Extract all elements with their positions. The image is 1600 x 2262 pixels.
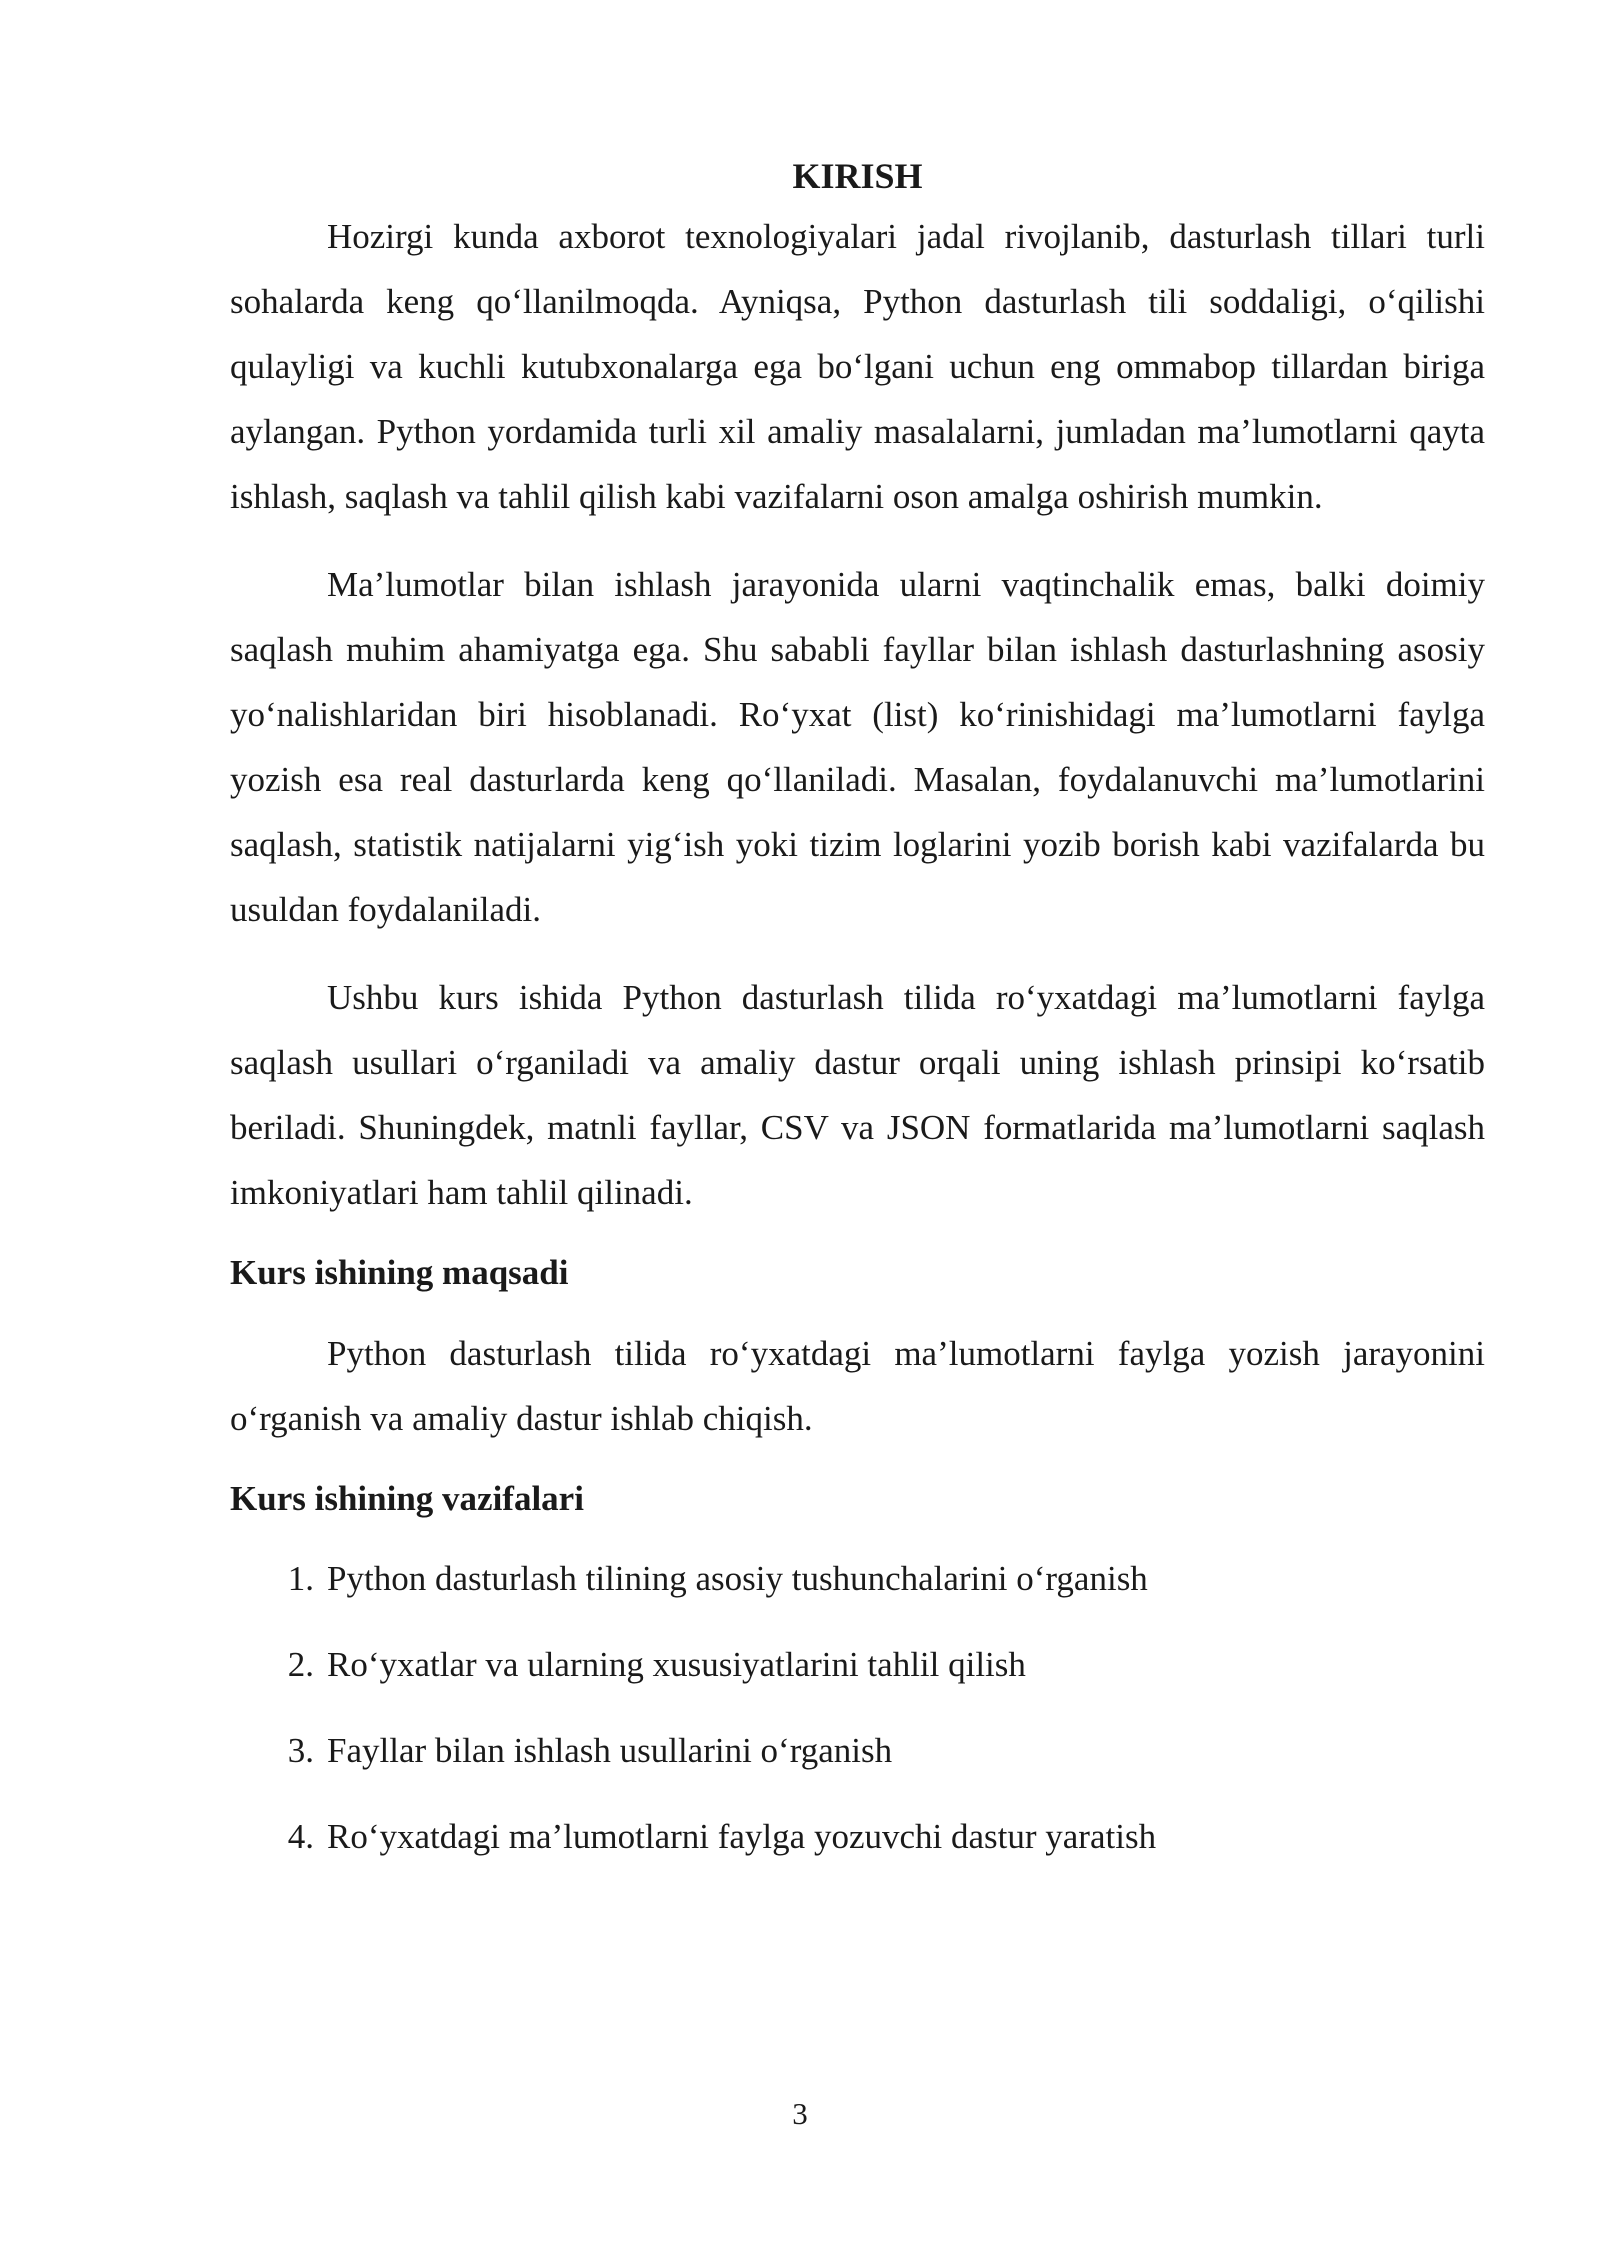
list-item-number: 1. — [287, 1559, 314, 1598]
list-item — [230, 1723, 1485, 1779]
tasks-list — [230, 1551, 1485, 1865]
tasks-heading: Kurs ishining vazifalari — [230, 1479, 584, 1518]
list-item-number: 2. — [287, 1645, 314, 1684]
goal-paragraph: Python dasturlash tilida ro‘yxatdagi ma’lumotlarni faylga yozish jarayonini o‘rganish va amaliy dastur ishlab chiqish. — [230, 1334, 1485, 1438]
intro-paragraph-3: Ushbu kurs ishida Python dasturlash tilida ro‘yxatdagi ma’lumotlarni faylga saqlash usullari o‘rganiladi va amaliy dastur orqali uning ishlash prinsipi ko‘rsatib beriladi. Shuningdek, matnli fayllar, CSV va JSON formatlarida ma’lumotlarni saqlash imkoniyatlari ham tahlil qilinadi. — [230, 978, 1485, 1212]
goal-heading: Kurs ishining maqsadi — [230, 1253, 569, 1292]
page-content — [230, 148, 1485, 1895]
list-item-text: Python dasturlash tilining asosiy tushunchalarini o‘rganish — [327, 1559, 1148, 1598]
section-title: KIRISH — [792, 156, 923, 196]
intro-paragraph-2: Ma’lumotlar bilan ishlash jarayonida ularni vaqtinchalik emas, balki doimiy saqlash muhim ahamiyatga ega. Shu sababli fayllar bilan ishlash dasturlashning asosiy yo‘nalishlaridan biri hisoblanadi. Ro‘yxat (list) ko‘rinishidagi ma’lumotlarni faylga yozish esa real dasturlarda keng qo‘llaniladi. Masalan, foydalanuvchi ma’lumotlarini saqlash, statistik natijalarni yig‘ish yoki tizim loglarini yozib borish kabi vazifalarda bu usuldan foydalaniladi. — [230, 565, 1485, 929]
list-item-number: 4. — [287, 1817, 314, 1856]
list-item-text: Ro‘yxatdagi ma’lumotlarni faylga yozuvchi dastur yaratish — [327, 1817, 1157, 1856]
list-item-text: Fayllar bilan ishlash usullarini o‘rganish — [327, 1731, 893, 1770]
list-item-number: 3. — [287, 1731, 314, 1770]
list-item — [230, 1809, 1485, 1865]
page-number: 3 — [792, 2096, 808, 2131]
intro-paragraph-1: Hozirgi kunda axborot texnologiyalari jadal rivojlanib, dasturlash tillari turli sohalarda keng qo‘llanilmoqda. Ayniqsa, Python dasturlash tili soddaligi, o‘qilishi qulayligi va kuchli kutubxonalarga ega bo‘lgani uchun eng ommabop tillardan biriga aylangan. Python yordamida turli xil amaliy masalalarni, jumladan ma’lumotlarni qayta ishlash, saqlash va tahlil qilish kabi vazifalarni oson amalga oshirish mumkin. — [230, 217, 1485, 516]
list-item-text: Ro‘yxatlar va ularning xususiyatlarini tahlil qilish — [327, 1645, 1026, 1684]
list-item — [230, 1637, 1485, 1693]
list-item — [230, 1551, 1485, 1607]
